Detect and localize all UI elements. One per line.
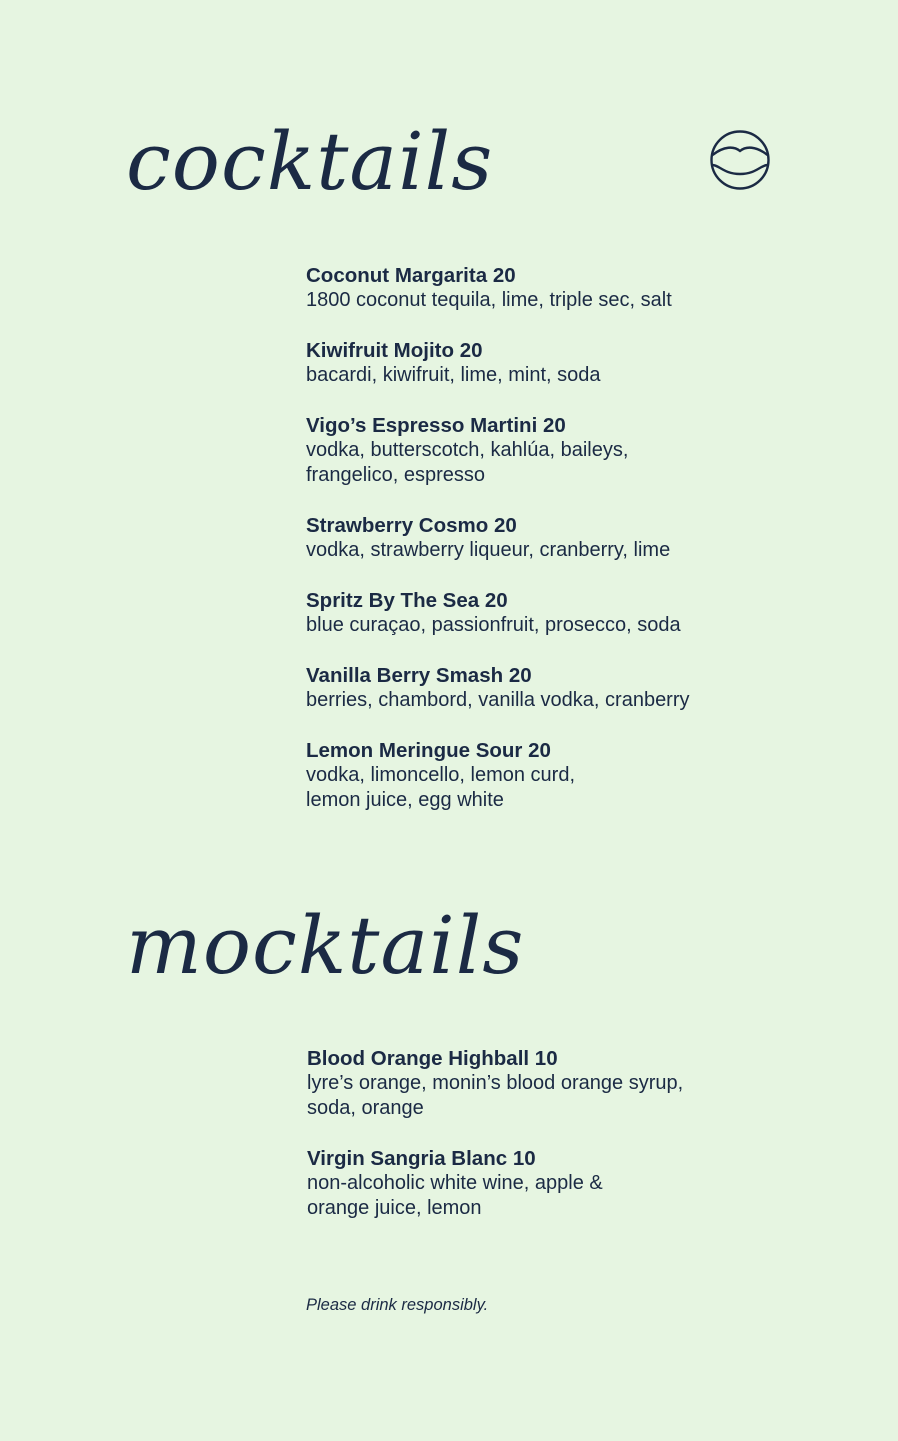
item-description: vodka, limoncello, lemon curd, lemon juice, egg white [306,764,576,811]
mocktail-list [307,1046,683,1246]
item-description: blue curaçao, passionfruit, prosecco, soda [306,614,681,636]
item-description: bacardi, kiwifruit, lime, mint, soda [306,364,601,386]
item-description: 1800 coconut tequila, lime, triple sec, salt [306,289,672,311]
item-price: 20 [492,264,516,287]
menu-item [306,663,690,713]
menu-item [307,1146,683,1221]
cocktail-list [306,263,690,838]
item-heading [306,413,690,438]
item-price: 20 [493,514,517,537]
menu-item [306,338,690,388]
item-heading [306,513,690,538]
item-price: 10 [534,1047,558,1070]
item-name: Spritz By The Sea [306,589,480,612]
item-name: Strawberry Cosmo [306,514,489,537]
item-name: Vigo’s Espresso Martini [306,414,538,437]
item-name: Blood Orange Highball [307,1047,530,1070]
menu-item [306,588,690,638]
item-description: vodka, butterscotch, kahlúa, baileys, frangelico, espresso [306,439,629,486]
item-description: vodka, strawberry liqueur, cranberry, lime [306,539,671,561]
item-price: 20 [508,664,532,687]
item-price: 20 [459,339,483,362]
item-description: non-alcoholic white wine, apple & orange juice, lemon [307,1172,603,1219]
item-heading [306,263,690,288]
footnote: Please drink responsibly. [306,1296,489,1314]
item-description: lyre’s orange, monin’s blood orange syrup, soda, orange [307,1072,684,1119]
item-name: Lemon Meringue Sour [306,739,523,762]
item-heading [306,663,690,688]
menu-item [307,1046,683,1121]
item-name: Kiwifruit Mojito [306,339,455,362]
item-description: berries, chambord, vanilla vodka, cranberry [306,689,690,711]
menu-item [306,263,690,313]
cocktails-heading: cocktails [126,115,494,208]
item-name: Virgin Sangria Blanc [307,1147,508,1170]
item-price: 20 [484,589,508,612]
item-heading [307,1146,683,1171]
menu-item [306,413,690,488]
item-name: Coconut Margarita [306,264,488,287]
item-heading [307,1046,683,1071]
wave-circle-icon [709,129,771,191]
item-heading [306,338,690,363]
item-heading [306,738,690,763]
item-price: 10 [512,1147,536,1170]
item-price: 20 [528,739,551,762]
item-name: Vanilla Berry Smash [306,664,504,687]
mocktails-heading: mocktails [126,899,525,992]
menu-item [306,738,690,813]
item-heading [306,588,690,613]
menu-item [306,513,690,563]
item-price: 20 [542,414,566,437]
